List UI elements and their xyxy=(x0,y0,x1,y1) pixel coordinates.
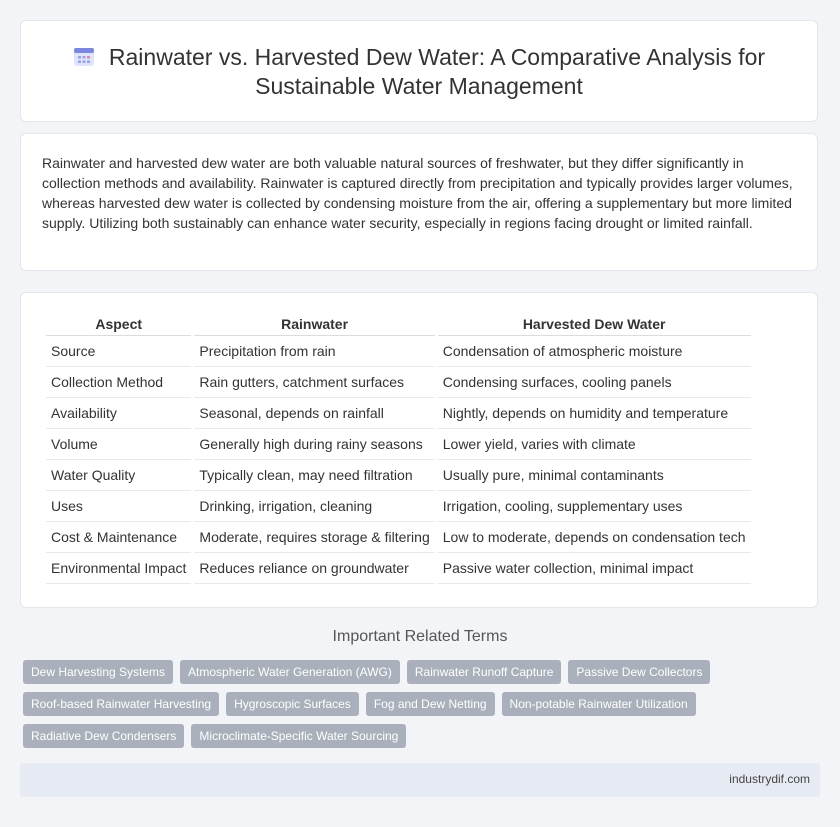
table-calendar-icon xyxy=(73,45,95,67)
footer xyxy=(20,763,820,797)
cell-dew-water: Condensing surfaces, cooling panels xyxy=(438,367,751,398)
related-term-tag[interactable]: Roof-based Rainwater Harvesting xyxy=(23,692,219,716)
cell-dew-water: Passive water collection, minimal impact xyxy=(438,553,751,584)
cell-aspect: Collection Method xyxy=(46,367,191,398)
cell-aspect: Cost & Maintenance xyxy=(46,522,191,553)
intro-card xyxy=(20,133,818,271)
cell-aspect: Environmental Impact xyxy=(46,553,191,584)
table-header-row xyxy=(46,313,751,336)
cell-rainwater: Reduces reliance on groundwater xyxy=(194,553,434,584)
table-row xyxy=(46,367,751,398)
table-row xyxy=(46,429,751,460)
cell-rainwater: Drinking, irrigation, cleaning xyxy=(194,491,434,522)
cell-dew-water: Low to moderate, depends on condensation tech xyxy=(438,522,751,553)
table-row xyxy=(46,398,751,429)
related-term-tag[interactable]: Atmospheric Water Generation (AWG) xyxy=(180,660,400,684)
related-term-tag[interactable]: Passive Dew Collectors xyxy=(568,660,710,684)
related-term-tag[interactable]: Dew Harvesting Systems xyxy=(23,660,173,684)
table-row xyxy=(46,460,751,491)
cell-aspect: Uses xyxy=(46,491,191,522)
cell-rainwater: Moderate, requires storage & filtering xyxy=(194,522,434,553)
related-terms-title: Important Related Terms xyxy=(332,628,508,645)
related-term-tag[interactable]: Radiative Dew Condensers xyxy=(23,724,184,748)
related-term-tag[interactable]: Hygroscopic Surfaces xyxy=(226,692,359,716)
footer-site-link[interactable]: industrydif.com xyxy=(729,772,810,786)
cell-rainwater: Seasonal, depends on rainfall xyxy=(194,398,434,429)
header-rainwater: Rainwater xyxy=(194,313,434,336)
cell-dew-water: Usually pure, minimal contaminants xyxy=(438,460,751,491)
cell-rainwater: Precipitation from rain xyxy=(194,336,434,367)
intro-paragraph: Rainwater and harvested dew water are both valuable natural sources of freshwater, but they differ significantly in collection methods and availability. Rainwater is captured directly from precipitation and typically provides larger volumes, whereas harvested dew water is collected by condensing moisture from the air, offering a supplementary but more limited supply. Utilizing both sustainably can enhance water security, especially in regions facing drought or limited rainfall. xyxy=(42,155,793,231)
cell-dew-water: Lower yield, varies with climate xyxy=(438,429,751,460)
table-row xyxy=(46,336,751,367)
cell-dew-water: Nightly, depends on humidity and temperature xyxy=(438,398,751,429)
related-term-tag[interactable]: Non-potable Rainwater Utilization xyxy=(502,692,696,716)
header-dew-water: Harvested Dew Water xyxy=(438,313,751,336)
cell-aspect: Water Quality xyxy=(46,460,191,491)
cell-aspect: Source xyxy=(46,336,191,367)
table-row xyxy=(46,522,751,553)
cell-dew-water: Irrigation, cooling, supplementary uses xyxy=(438,491,751,522)
comparison-table xyxy=(43,313,754,584)
title-text: Rainwater vs. Harvested Dew Water: A Comparative Analysis for Sustainable Water Management xyxy=(108,44,766,99)
related-term-tag[interactable]: Fog and Dew Netting xyxy=(366,692,495,716)
cell-rainwater: Generally high during rainy seasons xyxy=(194,429,434,460)
related-term-tag[interactable]: Microclimate-Specific Water Sourcing xyxy=(191,724,406,748)
related-terms-list xyxy=(23,660,723,748)
page-title xyxy=(21,43,817,101)
cell-aspect: Availability xyxy=(46,398,191,429)
cell-aspect: Volume xyxy=(46,429,191,460)
table-row xyxy=(46,553,751,584)
header-aspect: Aspect xyxy=(46,313,191,336)
cell-dew-water: Condensation of atmospheric moisture xyxy=(438,336,751,367)
title-card xyxy=(20,20,818,122)
cell-rainwater: Rain gutters, catchment surfaces xyxy=(194,367,434,398)
cell-rainwater: Typically clean, may need filtration xyxy=(194,460,434,491)
related-term-tag[interactable]: Rainwater Runoff Capture xyxy=(407,660,562,684)
table-row xyxy=(46,491,751,522)
comparison-card xyxy=(20,292,818,608)
